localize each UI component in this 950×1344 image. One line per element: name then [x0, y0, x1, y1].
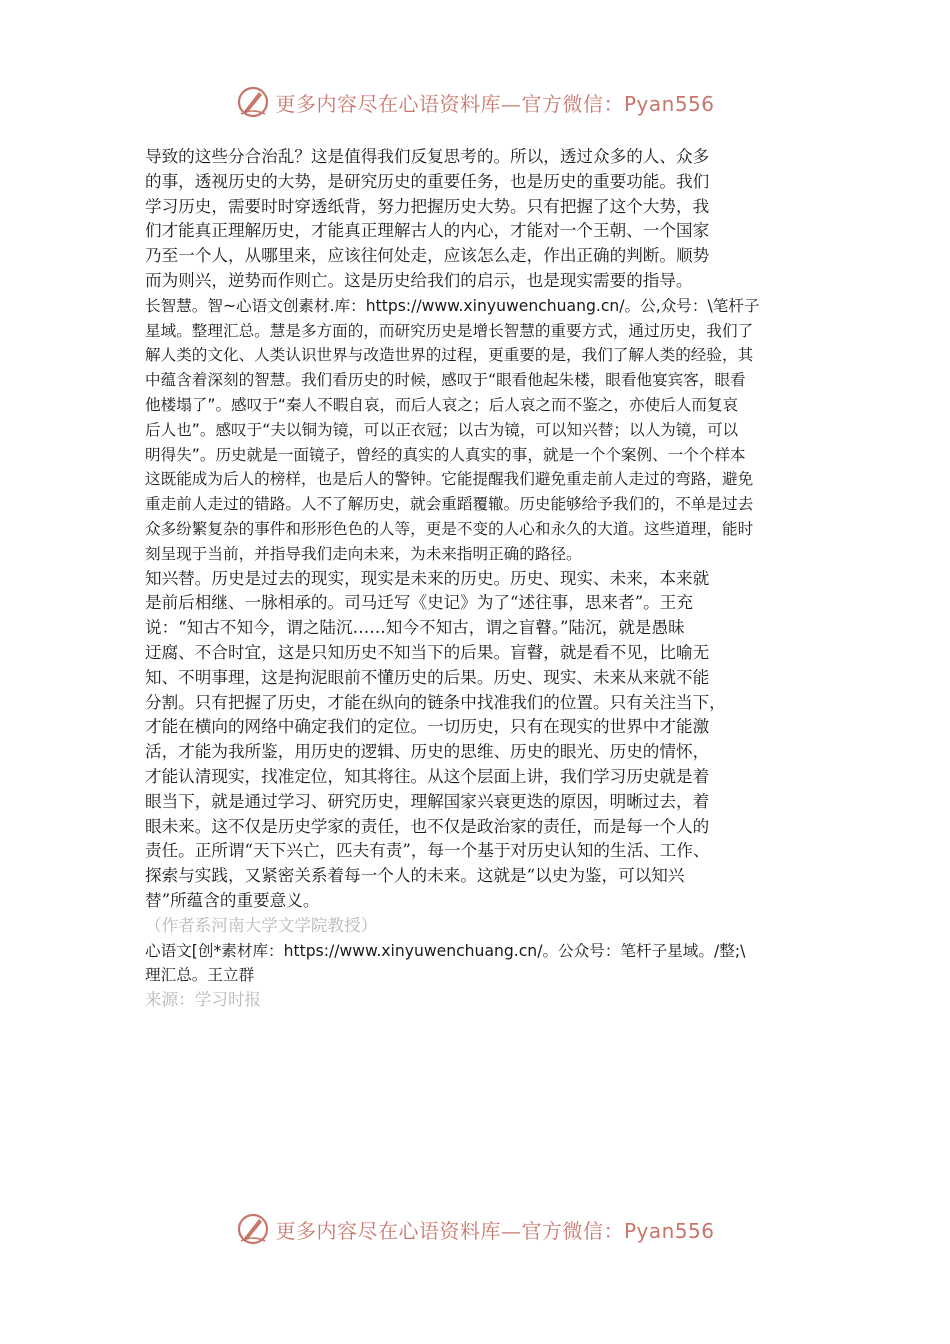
text-line: 责任。正所谓“天下兴亡，匹夫有责”，每一个基于对历史认知的生活、工作、 [145, 841, 710, 861]
text-line: 这既能成为后人的榜样，也是后人的警钟。它能提醒我们避免重走前人走过的弯路，避免 [145, 470, 754, 489]
banner-text: 更多内容尽在心语资料库—官方微信：Pyan556 [275, 91, 715, 116]
header-banner [0, 82, 950, 122]
text-line: 是前后相继、一脉相承的。司马迁写《史记》为了“述往事，思来者”。王充 [145, 593, 693, 613]
text-line: 刻呈现于当前，并指导我们走向未来，为未来指明正确的路径。 [145, 544, 582, 563]
text-line: 活，才能为我所鉴，用历史的逻辑、历史的思维、历史的眼光、历史的情怀， [145, 742, 710, 762]
text-line: 知、不明事理，这是拘泥眼前不懂历史的后果。历史、现实、未来从来就不能 [145, 667, 710, 687]
text-line: 的事，透视历史的大势，是研究历史的重要任务，也是历史的重要功能。我们 [145, 171, 710, 191]
text-line: 探索与实践，又紧密关系着每一个人的未来。这就是“以史为鉴，可以知兴 [145, 866, 685, 886]
text-line: 才能认清现实，找准定位，知其将往。从这个层面上讲，我们学习历史就是着 [145, 766, 710, 786]
text-line: 解人类的文化、人类认识世界与改造世界的过程，更重要的是，我们了解人类的经验，其 [145, 346, 754, 365]
text-line: 来源：学习时报 [145, 990, 262, 1010]
text-line: 导致的这些分合治乱？这是值得我们反复思考的。所以，透过众多的人、众多 [145, 147, 710, 166]
text-line: 明得失”。历史就是一面镜子，曾经的真实的人真实的事，就是一个个案例、一个个样本 [145, 445, 746, 464]
text-line: 分割。只有把握了历史，才能在纵向的链条中找准我们的位置。只有关注当下， [145, 692, 726, 712]
text-line: 说：“知古不知今，谓之陆沉……知今不知古，谓之盲瞽。”陆沉，就是愚昧 [145, 618, 685, 638]
document-body [145, 145, 810, 1013]
text-line: 他楼塌了”。感叹于“秦人不暇自哀，而后人哀之；后人哀之而不鉴之，亦使后人而复哀 [145, 395, 739, 414]
text-line: 长智慧。智~心语文创素材.库：https://www.xinyuwenchuang.cn/。公,众号：\笔杆子 [145, 296, 760, 315]
text-line: 而为则兴，逆势而作则亡。这是历史给我们的启示，也是现实需要的指导。 [145, 270, 693, 290]
brand-logo-icon [235, 1211, 271, 1247]
banner-text: 更多内容尽在心语资料库—官方微信：Pyan556 [275, 1218, 715, 1243]
wechat-id: Pyan556 [623, 91, 715, 116]
text-line: （作者系河南大学文学院教授） [145, 915, 378, 935]
text-line: 迂腐、不合时宜，这是只知历史不知当下的后果。盲瞽，就是看不见，比喻无 [145, 642, 710, 662]
text-line: 们才能真正理解历史，才能真正理解古人的内心，才能对一个王朝、一个国家 [145, 221, 710, 241]
text-line: 眼未来。这不仅是历史学家的责任，也不仅是政治家的责任，而是每一个人的 [145, 816, 710, 836]
text-line: 学习历史，需要时时穿透纸背，努力把握历史大势。只有把握了这个大势，我 [145, 196, 710, 216]
text-line: 星域。整理汇总。慧是多方面的，而研究历史是增长智慧的重要方式，通过历史，我们了 [145, 321, 754, 340]
text-line: 才能在横向的网络中确定我们的定位。一切历史，只有在现实的世界中才能激 [145, 717, 710, 737]
text-line: 后人也”。感叹于“夫以铜为镜，可以正衣冠；以古为镜，可以知兴替；以人为镜，可以 [145, 420, 739, 439]
text-line: 知兴替。历史是过去的现实，现实是未来的历史。历史、现实、未来，本来就 [145, 568, 710, 588]
text-line: 心语文[创*素材库：https://www.xinyuwenchuang.cn/。公众号：笔杆子星域。/整;\ [145, 941, 746, 960]
paragraph [145, 145, 810, 294]
footer-banner [0, 1209, 950, 1249]
paragraph [145, 939, 810, 989]
paragraph [145, 914, 810, 939]
text-line: 替”所蕴含的重要意义。 [145, 890, 320, 910]
text-line: 乃至一个人，从哪里来，应该往何处走，应该怎么走，作出正确的判断。顺势 [145, 246, 710, 266]
text-line: 重走前人走过的错路。人不了解历史，就会重蹈覆辙。历史能够给予我们的，不单是过去 [145, 495, 754, 514]
wechat-id: Pyan556 [623, 1218, 715, 1243]
brand-logo-icon [235, 84, 271, 120]
paragraph [145, 294, 810, 567]
text-line: 眼当下，就是通过学习、研究历史，理解国家兴衰更迭的原因，明晰过去，着 [145, 791, 710, 811]
text-line: 中蕴含着深刻的智慧。我们看历史的时候，感叹于“眼看他起朱楼，眼看他宴宾客，眼看 [145, 371, 746, 390]
paragraph [145, 567, 810, 914]
text-line: 理汇总。王立群 [145, 966, 255, 985]
paragraph [145, 988, 810, 1013]
text-line: 众多纷繁复杂的事件和形形色色的人等，更是不变的人心和永久的大道。这些道理，能时 [145, 519, 754, 538]
